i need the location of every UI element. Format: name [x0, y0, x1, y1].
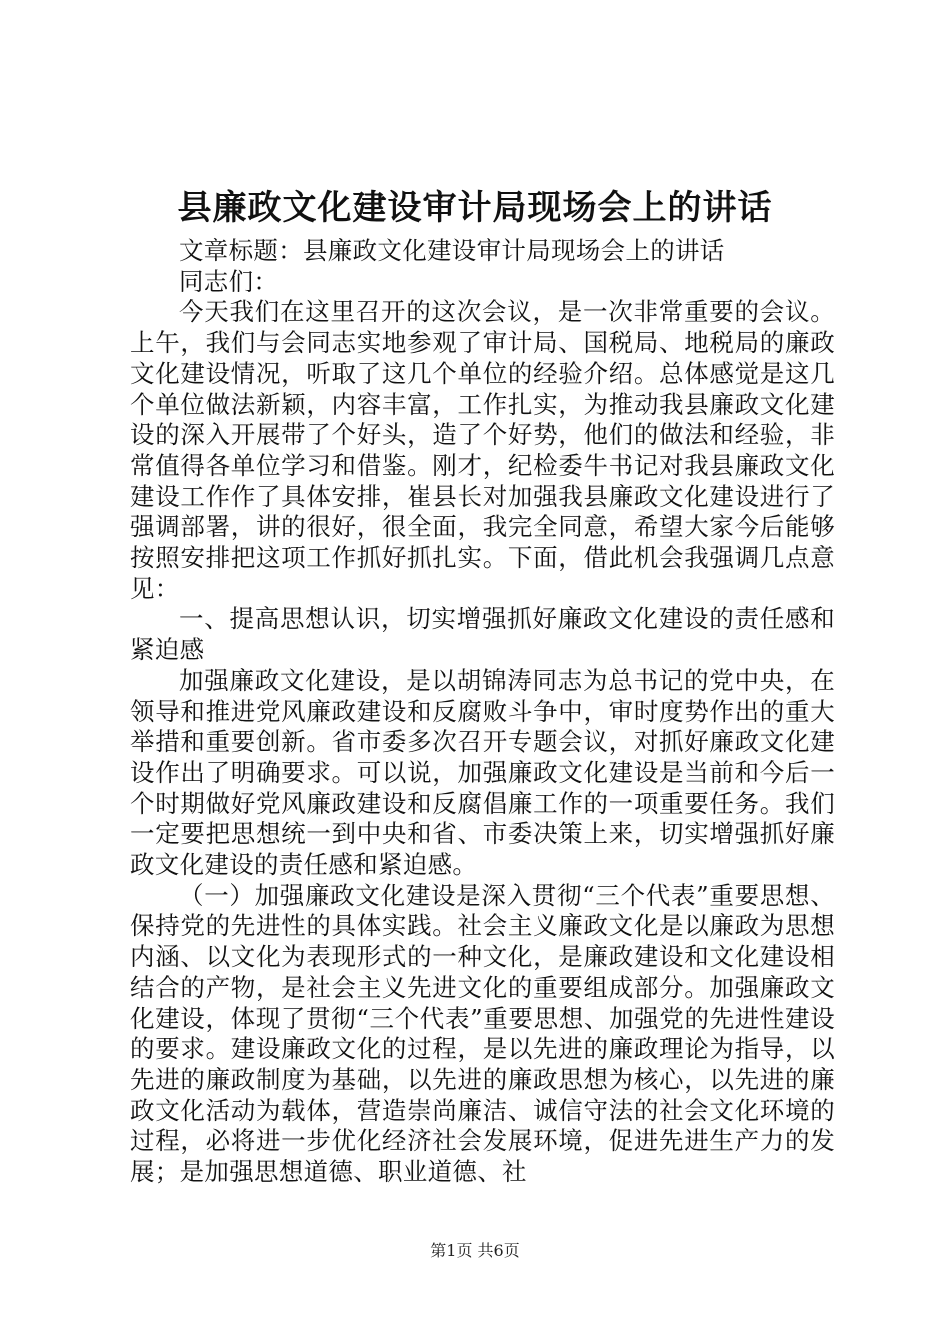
- salutation: 同志们：: [179, 266, 279, 296]
- document-body: [130, 236, 835, 1188]
- body-paragraph: （一）加强廉政文化建设是深入贯彻“三个代表”重要思想、保持党的先进性的具体实践。社会主义廉政文化是以廉政为思想内涵、以文化为表现形式的一种文化，是廉政建设和文化建设相结合的产物，是社会主义先进文化的重要组成部分。加强廉政文化建设，体现了贯彻“三个代表”重要思想、加强党的先进性建设的要求。建设廉政文化的过程，是以先进的廉政理论为指导，以先进的廉政制度为基础，以先进的廉政思想为核心，以先进的廉政文化活动为载体，营造崇尚廉洁、诚信守法的社会文化环境的过程，必将进一步优化经济社会发展环境，促进先进生产力的发展；是加强思想道德、职业道德、社: [130, 880, 835, 1187]
- document-title: 县廉政文化建设审计局现场会上的讲话: [177, 188, 773, 228]
- section-heading: 一、提高思想认识，切实增强抓好廉政文化建设的责任感和紧迫感: [130, 604, 835, 665]
- body-paragraph: 加强廉政文化建设，是以胡锦涛同志为总书记的党中央，在领导和推进党风廉政建设和反腐败斗争中，审时度势作出的重大举措和重要创新。省市委多次召开专题会议，对抓好廉政文化建设作出了明确要求。可以说，加强廉政文化建设是当前和今后一个时期做好党风廉政建设和反腐倡廉工作的一项重要任务。我们一定要把思想统一到中央和省、市委决策上来，切实增强抓好廉政文化建设的责任感和紧迫感。: [130, 665, 835, 880]
- body-paragraph: 今天我们在这里召开的这次会议，是一次非常重要的会议。上午，我们与会同志实地参观了审计局、国税局、地税局的廉政文化建设情况，听取了这几个单位的经验介绍。总体感觉是这几个单位做法新颖，内容丰富，工作扎实，为推动我县廉政文化建设的深入开展带了个好头，造了个好势，他们的做法和经验，非常值得各单位学习和借鉴。刚才，纪检委牛书记对我县廉政文化建设工作作了具体安排，崔县长对加强我县廉政文化建设进行了强调部署，讲的很好，很全面，我完全同意，希望大家今后能够按照安排把这项工作抓好抓扎实。下面，借此机会我强调几点意见：: [130, 297, 835, 603]
- page-number-footer: 第1页 共6页: [430, 1241, 520, 1260]
- article-title-line: 文章标题：县廉政文化建设审计局现场会上的讲话: [179, 236, 725, 265]
